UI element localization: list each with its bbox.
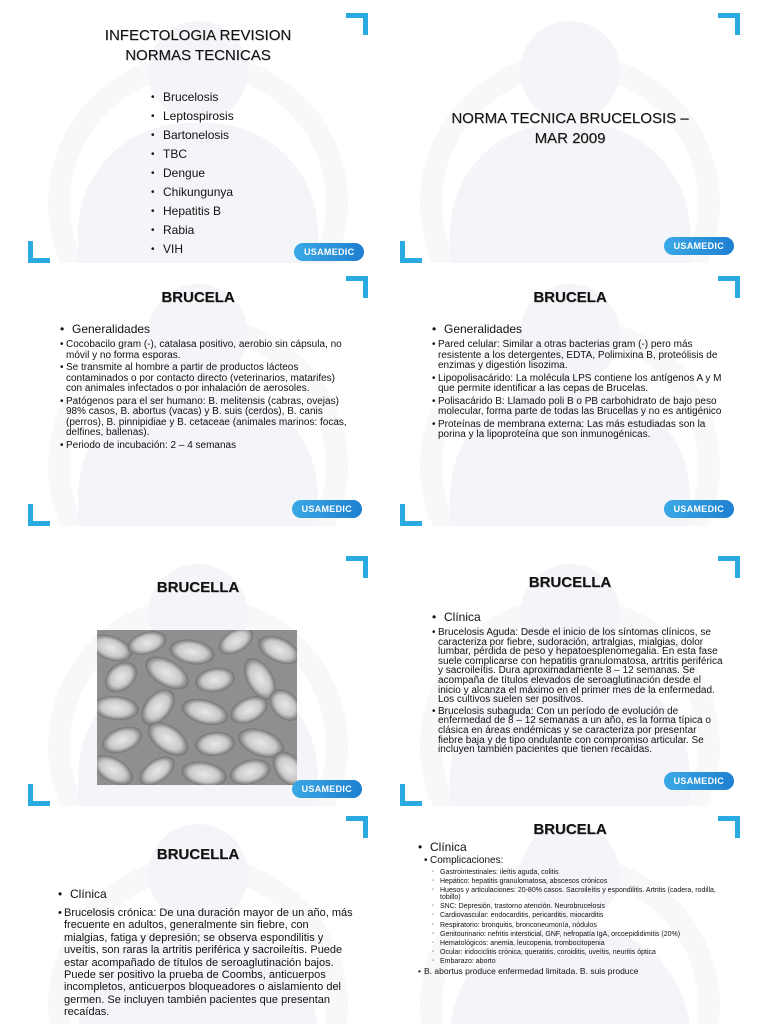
list-item: ◦ Ocular: iridociclitis crónica, queratitis, coroiditis, uveítis, neuritis óptica <box>428 949 736 957</box>
title-line-2: NORMAS TECNICAS <box>125 47 271 64</box>
slide-4 <box>400 276 740 526</box>
brand-logo: USAMEDIC <box>664 500 734 518</box>
list-item: ◦ Hepático: hepatitis granulomatosa, abscesos crónicos <box>428 878 736 886</box>
slide-5 <box>28 556 368 806</box>
brand-logo: USAMEDIC <box>292 500 362 518</box>
corner-accent-top-right <box>718 556 740 578</box>
list-item: • Dengue <box>151 164 234 183</box>
corner-accent-top-right <box>346 816 368 838</box>
sub-bullet: • Periodo de incubación: 2 – 4 semanas <box>60 441 350 452</box>
sub-bullet: • Polisacárido B: Llamado poli B o PB carbohidrato de bajo peso molecular, forma parte de todas las Brucellas y no es antigénico <box>432 397 722 418</box>
slide-content <box>432 322 722 443</box>
list-item: ◦ Genitourinario: nefritis intersticial, GNF, nefropatía IgA, orcoepididimitis (20%) <box>428 931 736 939</box>
list-item: ◦ Huesos y articulaciones: 20-80% casos. Sacroileítis y espondilitis. Artritis (cadera, rodilla, tobillo) <box>428 887 736 902</box>
watermark-head <box>520 21 620 121</box>
list-item: • Hepatitis B <box>151 202 234 221</box>
list-item: • VIH <box>151 240 234 259</box>
slide-content <box>432 610 724 757</box>
corner-accent-bottom-left <box>28 504 50 526</box>
sub-bullet: • Lipopolisacárido: La molécula LPS contiene los antígenos A y M que permite identificar a las cepas de Brucelas. <box>432 374 722 395</box>
sub-bullet: • Proteínas de membrana externa: Las más estudiadas son la porina y la lipoproteína que son inmunogénicas. <box>432 420 722 441</box>
list-item: • Rabia <box>151 221 234 240</box>
corner-accent-bottom-left <box>28 784 50 806</box>
slide-title <box>400 109 740 149</box>
slide-title: BRUCELA <box>533 289 607 306</box>
list-item: • TBC <box>151 145 234 164</box>
slide-7 <box>28 816 368 1024</box>
brand-logo: USAMEDIC <box>294 243 364 261</box>
slide-2 <box>400 13 740 263</box>
slide-title: BRUCELLA <box>528 574 612 591</box>
sub-bullet: • Complicaciones: <box>424 856 736 867</box>
slide-content <box>418 840 736 978</box>
list-item: • Leptospirosis <box>151 107 234 126</box>
sub-bullet: • Brucelosis Aguda: Desde el inicio de los síntomas clínicos, se caracteriza por fiebre, sudoración, artralgias, mialgias, dolor lumbar, pérdida de peso y hepatoesplenomegalia. En esta fase suele complicarse con hepatitis granulomatosa, artritis periférica y sacroileítis. Dura aproximadamente 8 – 12 semanas. Se acompaña de títulos elevados de seroaglutinación desde el inicio y alcanza el máximo en el primer mes de la enfermedad. Los cultivos suelen ser positivos. <box>432 628 724 705</box>
topic-list <box>151 88 234 259</box>
corner-accent-top-right <box>346 13 368 35</box>
sub-bullet: • Brucelosis crónica: De una duración mayor de un año, más frecuente en adultos, generalmente sin fiebre, con mialgias, fatiga y depresión; se observa espondilitis y uveítis, son raras la artritis periférica y sacroileítis. Puede estar acompañado de títulos de seroaglutinación bajos. Puede ser positivo la prueba de Coombs, anticuerpos incompletos, anticuerpos bloqueadores o aislamiento del germen. Se incluyen también pacientes que presentan recaídas. <box>58 907 354 1019</box>
sub-bullet: • B. abortus produce enfermedad limitada. B. suis produce <box>418 967 736 976</box>
corner-accent-top-right <box>718 13 740 35</box>
slide-title: BRUCELA <box>161 289 235 306</box>
corner-accent-top-right <box>718 276 740 298</box>
slide-1 <box>28 13 368 263</box>
corner-accent-top-right <box>346 556 368 578</box>
title-line-1: INFECTOLOGIA REVISION <box>104 27 292 44</box>
slide-title: BRUCELLA <box>156 846 240 863</box>
sub-bullet: • Brucelosis subaguda: Con un período de evolución de enfermedad de 8 – 12 semanas a un año, es la forma típica o clásica en áreas endémicas y se caracteriza por presentar fiebre baja y de tipo ondulante con compromiso articular. Se incluyen también pacientes que tienen recaídas. <box>432 707 724 755</box>
slide-8 <box>400 816 740 1024</box>
heading-bullet: • Generalidades <box>60 322 350 337</box>
slide-title: BRUCELA <box>533 821 607 838</box>
list-item: ◦ Cardiovascular: endocarditis, pericarditis, miocarditis <box>428 912 736 920</box>
slide-title <box>28 26 368 66</box>
list-item: ◦ Respiratorio: bronquitis, bronconeumonía, nódulos <box>428 922 736 930</box>
corner-accent-top-right <box>346 276 368 298</box>
title-line-2: MAR 2009 <box>534 130 606 147</box>
heading-bullet: • Generalidades <box>432 322 722 337</box>
slide-content <box>58 887 354 1021</box>
sub-bullet: • Se transmite al hombre a partir de productos lácteos contaminados o por contacto directo (veterinarios, matarifes) con animales infectados o por inhalación de aerosoles. <box>60 363 350 395</box>
heading-bullet: • Clínica <box>58 887 354 902</box>
corner-accent-bottom-left <box>400 504 422 526</box>
sub-bullet: • Cocobacilo gram (-), catalasa positivo, aerobio sin cápsula, no móvil y no forma esporas. <box>60 340 350 361</box>
heading-bullet: • Clínica <box>432 610 724 625</box>
list-item: • Bartonelosis <box>151 126 234 145</box>
list-item: • Chikungunya <box>151 183 234 202</box>
heading-bullet: • Clínica <box>418 840 736 855</box>
brucella-micrograph <box>97 630 297 785</box>
list-item: • Brucelosis <box>151 88 234 107</box>
slide-content <box>60 322 350 453</box>
list-item: ◦ SNC: Depresión, trastorno atención. Neurobrucelosis <box>428 903 736 911</box>
corner-accent-bottom-left <box>400 241 422 263</box>
corner-accent-bottom-left <box>400 784 422 806</box>
slide-6 <box>400 556 740 806</box>
complications-list <box>428 869 736 966</box>
corner-accent-bottom-left <box>28 241 50 263</box>
list-item: ◦ Gastrointestinales: ileítis aguda, colitis <box>428 869 736 877</box>
slide-title: BRUCELLA <box>156 579 240 596</box>
title-line-1: NORMA TECNICA BRUCELOSIS – <box>451 110 689 127</box>
sub-bullet: • Pared celular: Similar a otras bacterias gram (-) pero más resistente a los detergentes, EDTA, Polimixina B, proteólisis de enzimas y digestión lisozima. <box>432 340 722 372</box>
list-item: ◦ Hematológicos: anemia, leucopenia, trombocitopenia <box>428 940 736 948</box>
brand-logo: USAMEDIC <box>664 772 734 790</box>
sub-bullet: • Patógenos para el ser humano: B. melitensis (cabras, ovejas) 98% casos, B. abortus (vacas) y B. suis (cerdos), B. canis (perros), B. pinnipidiae y B. cetaceae (animales marinos: focas, delfines, ballenas). <box>60 397 350 439</box>
slide-3 <box>28 276 368 526</box>
brand-logo: USAMEDIC <box>292 780 362 798</box>
corner-accent-top-right <box>718 816 740 838</box>
brand-logo: USAMEDIC <box>664 237 734 255</box>
list-item: ◦ Embarazo: aborto <box>428 958 736 966</box>
